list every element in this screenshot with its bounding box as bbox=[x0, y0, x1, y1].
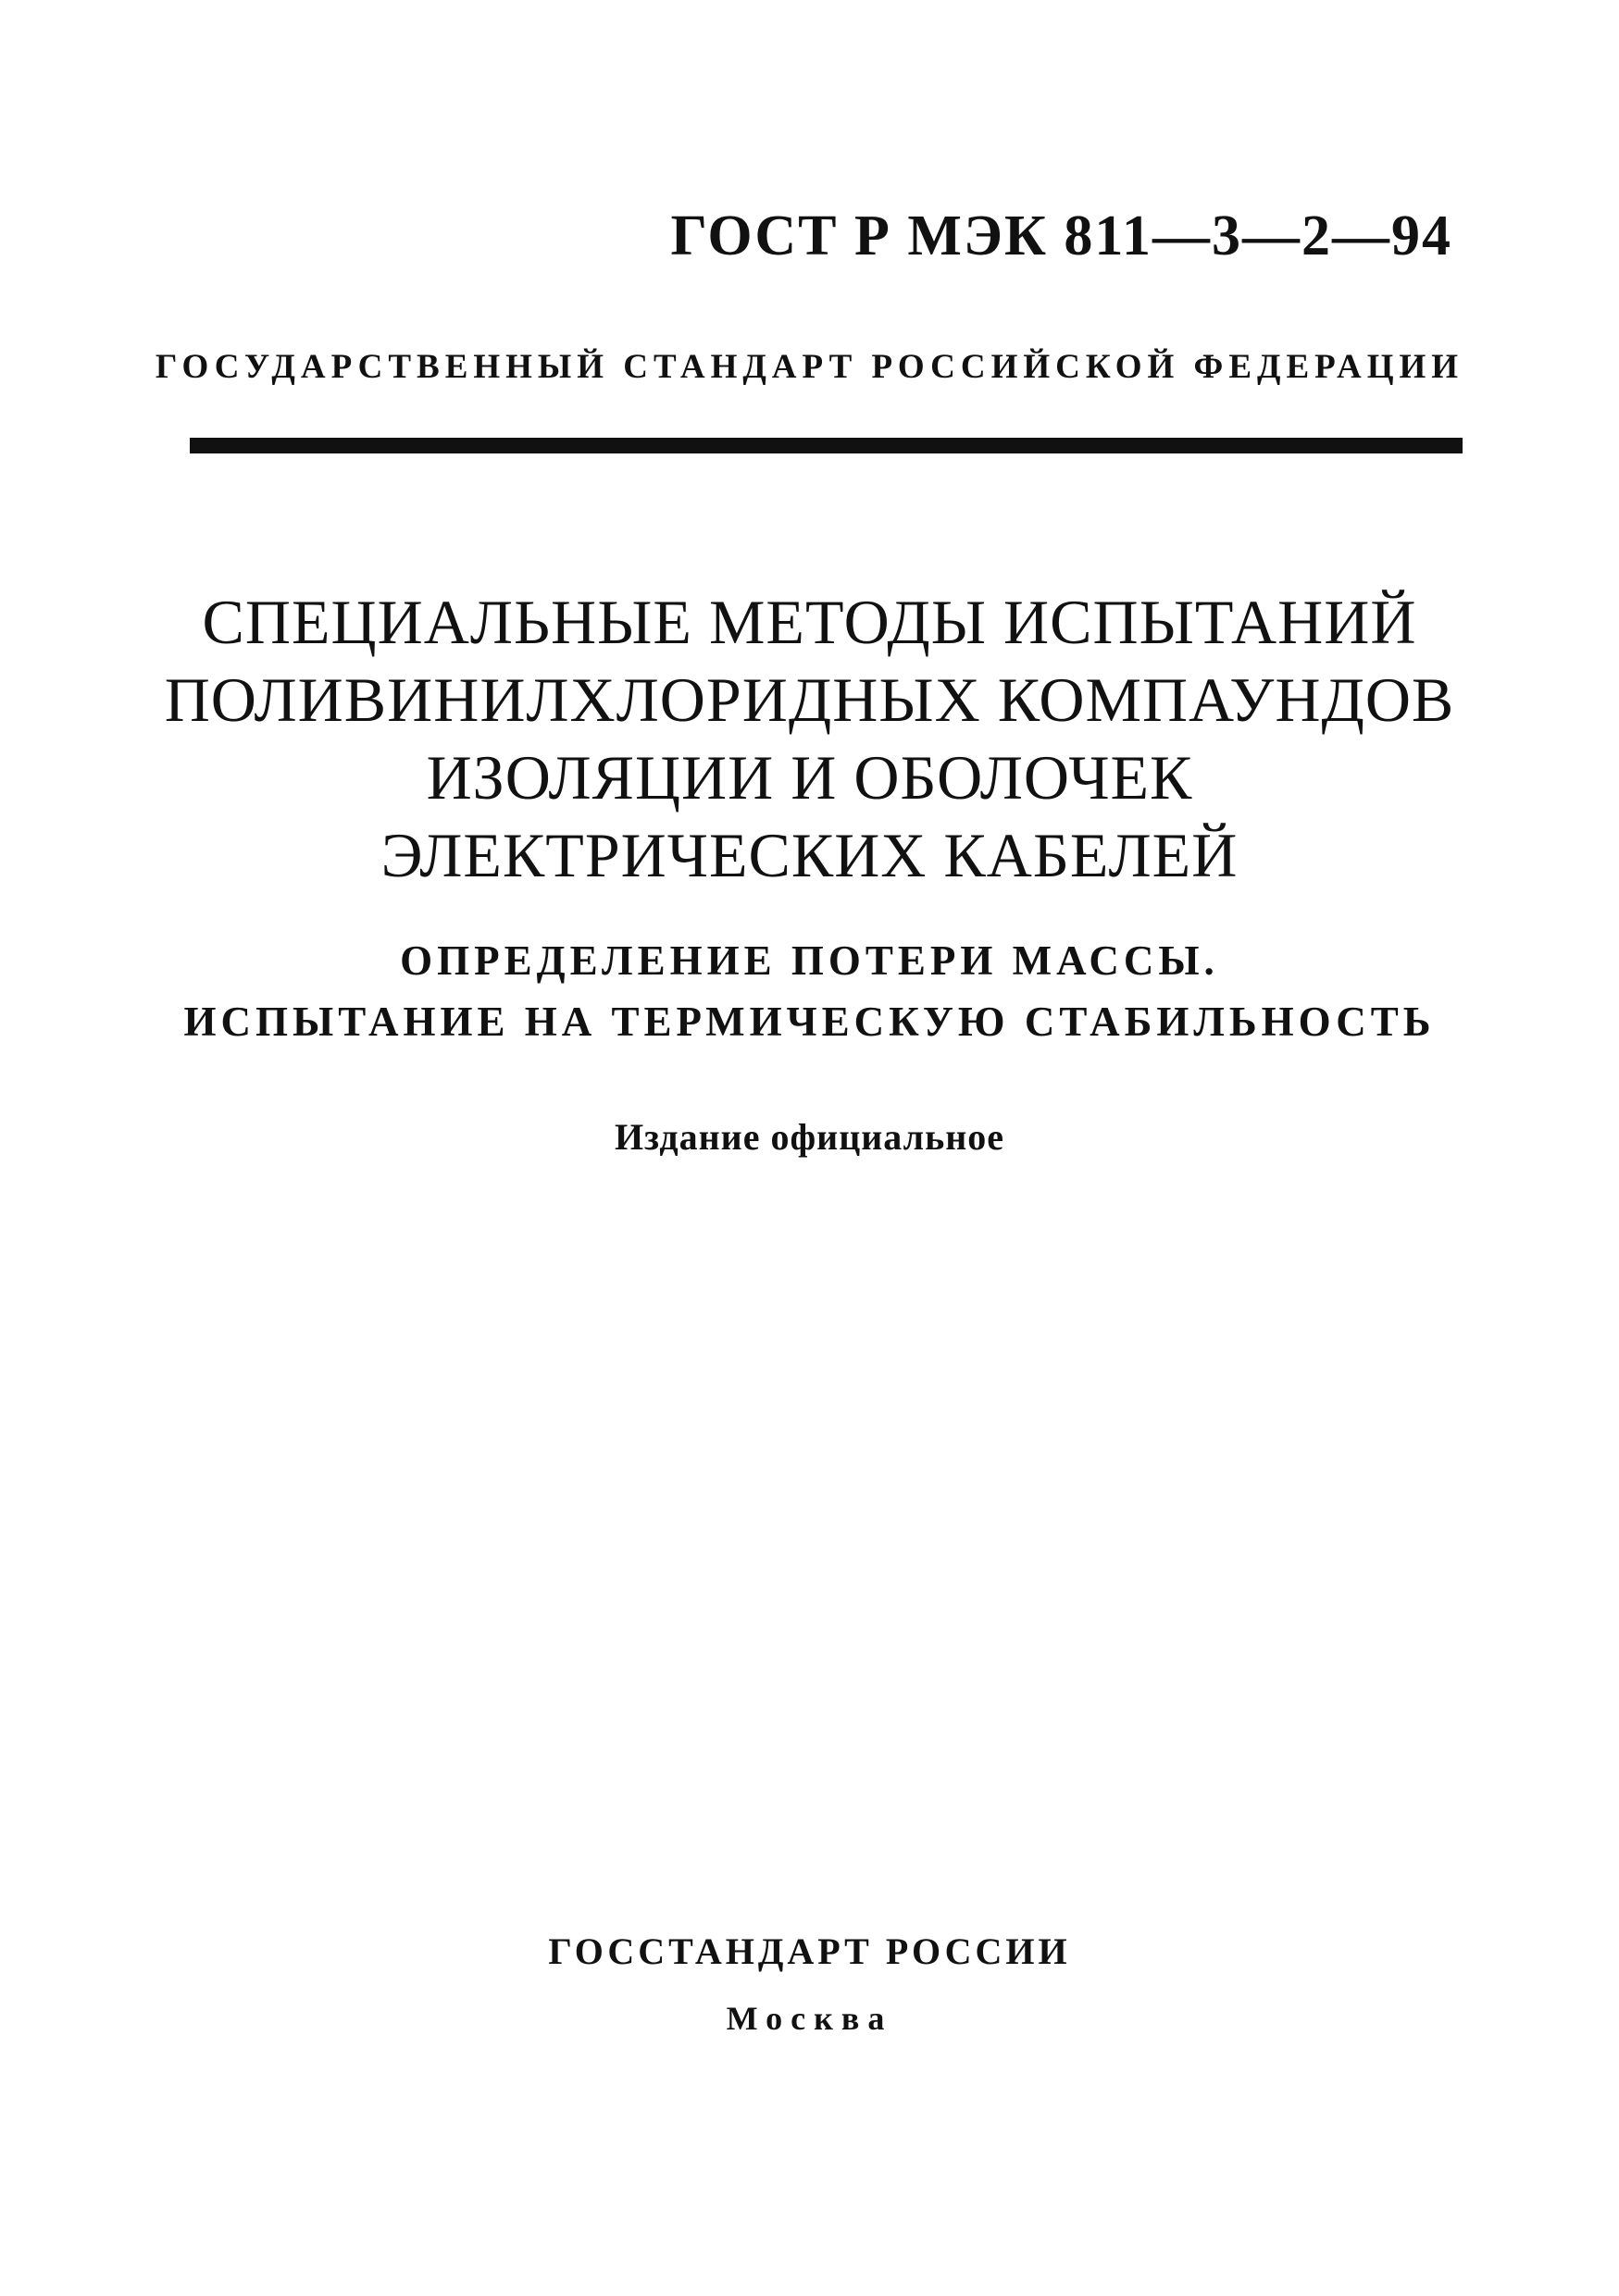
title-line: ПОЛИВИНИЛХЛОРИДНЫХ КОМПАУНДОВ bbox=[164, 664, 1455, 735]
document-subtitle bbox=[0, 930, 1619, 1052]
subtitle-line: ИСПЫТАНИЕ НА ТЕРМИЧЕСКУЮ СТАБИЛЬНОСТЬ bbox=[183, 999, 1436, 1045]
header-divider bbox=[190, 438, 1463, 453]
title-line: СПЕЦИАЛЬНЫЕ МЕТОДЫ ИСПЫТАНИЙ bbox=[202, 587, 1417, 657]
edition-label: Издание официальное bbox=[614, 1116, 1005, 1158]
state-standard-heading: ГОСУДАРСТВЕННЫЙ СТАНДАРТ РОССИЙСКОЙ ФЕДЕРАЦИИ bbox=[155, 348, 1464, 386]
document-number: ГОСТ Р МЭК 811—3—2—94 bbox=[670, 205, 1452, 267]
title-line: ИЗОЛЯЦИИ И ОБОЛОЧЕК bbox=[426, 742, 1193, 813]
publisher-city: Москва bbox=[726, 2000, 893, 2037]
title-line: ЭЛЕКТРИЧЕСКИХ КАБЕЛЕЙ bbox=[380, 820, 1239, 890]
document-title bbox=[0, 583, 1619, 894]
subtitle-line: ОПРЕДЕЛЕНИЕ ПОТЕРИ МАССЫ. bbox=[400, 937, 1219, 984]
publisher-name: ГОССТАНДАРТ РОССИИ bbox=[548, 1930, 1071, 1972]
